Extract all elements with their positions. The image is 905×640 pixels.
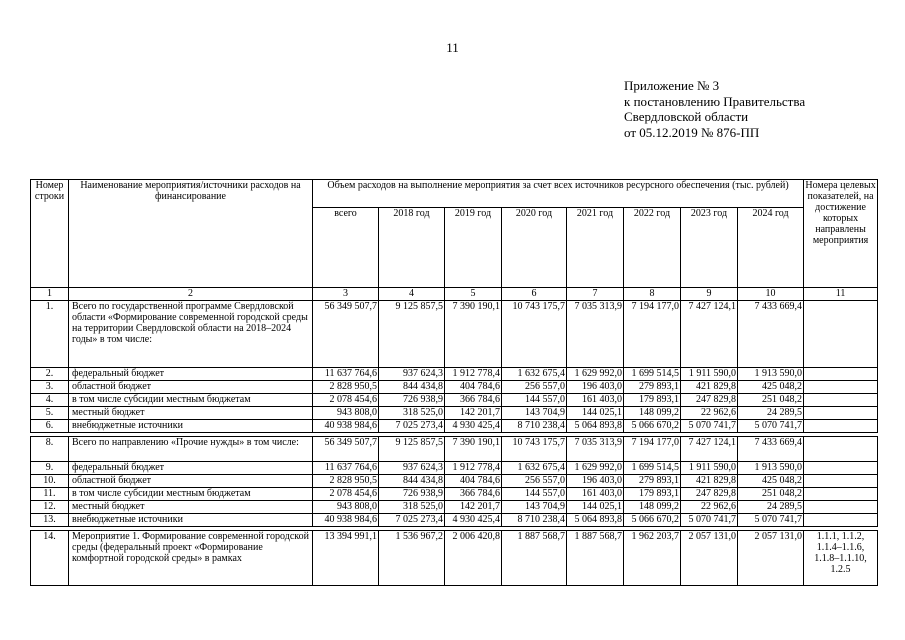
y2021-cell: 1 887 568,7 (567, 531, 624, 586)
y2021-cell: 144 025,1 (567, 501, 624, 514)
total-cell: 11 637 764,6 (313, 368, 379, 381)
y2021-cell: 7 035 313,9 (567, 437, 624, 462)
y2018-cell: 726 938,9 (379, 394, 445, 407)
y2023-cell: 1 911 590,0 (681, 368, 738, 381)
y2022-cell: 279 893,1 (624, 475, 681, 488)
total-cell: 2 828 950,5 (313, 381, 379, 394)
appendix-region: Свердловской области (624, 109, 749, 124)
row-number-cell: 5. (31, 407, 69, 420)
table-row (31, 488, 878, 501)
y2024-cell: 24 289,5 (738, 501, 804, 514)
y2023-cell: 247 829,8 (681, 488, 738, 501)
total-cell: 40 938 984,6 (313, 514, 379, 527)
col-number: 3 (313, 288, 379, 301)
y2022-cell: 7 194 177,0 (624, 437, 681, 462)
y2018-cell: 844 434,8 (379, 475, 445, 488)
total-cell: 11 637 764,6 (313, 462, 379, 475)
targets-cell (804, 394, 878, 407)
y2020-cell: 10 743 175,7 (502, 301, 567, 368)
y2024-cell: 425 048,2 (738, 381, 804, 394)
table-row (31, 407, 878, 420)
row-name-cell: Всего по направлению «Прочие нужды» в том числе: (69, 437, 313, 462)
appendix-date: от 05.12.2019 № 876-ПП (624, 124, 760, 140)
col-number: 10 (738, 288, 804, 301)
y2022-cell: 179 893,1 (624, 394, 681, 407)
y2021-cell: 5 064 893,8 (567, 420, 624, 433)
y2020-cell: 8 710 238,4 (502, 420, 567, 433)
targets-cell (804, 488, 878, 501)
y2021-cell: 7 035 313,9 (567, 301, 624, 368)
header-total: всего (313, 208, 379, 288)
y2022-cell: 148 099,2 (624, 501, 681, 514)
y2022-cell: 279 893,1 (624, 381, 681, 394)
header-2022: 2022 год (624, 208, 681, 288)
row-name-cell: областной бюджет (69, 381, 313, 394)
row-name-cell: в том числе субсидии местным бюджетам (69, 488, 313, 501)
row-number-cell: 1. (31, 301, 69, 368)
y2021-cell: 1 629 992,0 (567, 462, 624, 475)
row-number-cell: 10. (31, 475, 69, 488)
row-name-cell: местный бюджет (69, 407, 313, 420)
y2024-cell: 425 048,2 (738, 475, 804, 488)
targets-cell (804, 501, 878, 514)
y2021-cell: 161 403,0 (567, 394, 624, 407)
y2023-cell: 7 427 124,1 (681, 301, 738, 368)
total-cell: 56 349 507,7 (313, 301, 379, 368)
y2019-cell: 2 006 420,8 (445, 531, 502, 586)
y2018-cell: 1 536 967,2 (379, 531, 445, 586)
total-cell: 943 808,0 (313, 407, 379, 420)
y2022-cell: 1 962 203,7 (624, 531, 681, 586)
y2022-cell: 1 699 514,5 (624, 368, 681, 381)
row-name-cell: Мероприятие 1. Формирование современной городской среды (федеральный проект «Формирование комфортной городской среды» в рамках (69, 531, 313, 586)
y2022-cell: 7 194 177,0 (624, 301, 681, 368)
header-2020: 2020 год (502, 208, 567, 288)
table-row (31, 514, 878, 527)
y2023-cell: 22 962,6 (681, 501, 738, 514)
targets-cell (804, 407, 878, 420)
header-volume: Объем расходов на выполнение мероприятия за счет всех источников ресурсного обеспечения (тыс. рублей) (313, 180, 804, 208)
y2018-cell: 844 434,8 (379, 381, 445, 394)
y2021-cell: 1 629 992,0 (567, 368, 624, 381)
table-row (31, 501, 878, 514)
y2021-cell: 196 403,0 (567, 381, 624, 394)
y2019-cell: 4 930 425,4 (445, 514, 502, 527)
total-cell: 2 078 454,6 (313, 394, 379, 407)
row-number-cell: 6. (31, 420, 69, 433)
y2020-cell: 10 743 175,7 (502, 437, 567, 462)
y2024-cell: 1 913 590,0 (738, 462, 804, 475)
row-number-cell: 12. (31, 501, 69, 514)
row-number-cell: 8. (31, 437, 69, 462)
targets-cell (804, 462, 878, 475)
col-number: 7 (567, 288, 624, 301)
table-row (31, 462, 878, 475)
y2021-cell: 196 403,0 (567, 475, 624, 488)
y2020-cell: 256 557,0 (502, 381, 567, 394)
y2023-cell: 22 962,6 (681, 407, 738, 420)
col-number: 6 (502, 288, 567, 301)
y2024-cell: 7 433 669,4 (738, 301, 804, 368)
y2023-cell: 7 427 124,1 (681, 437, 738, 462)
y2024-cell: 251 048,2 (738, 394, 804, 407)
table-row (31, 301, 878, 368)
y2018-cell: 318 525,0 (379, 407, 445, 420)
row-number-cell: 13. (31, 514, 69, 527)
y2023-cell: 421 829,8 (681, 475, 738, 488)
total-cell: 2 078 454,6 (313, 488, 379, 501)
y2021-cell: 161 403,0 (567, 488, 624, 501)
row-number-cell: 11. (31, 488, 69, 501)
y2021-cell: 5 064 893,8 (567, 514, 624, 527)
y2019-cell: 142 201,7 (445, 501, 502, 514)
y2020-cell: 143 704,9 (502, 501, 567, 514)
header-2018: 2018 год (379, 208, 445, 288)
y2020-cell: 143 704,9 (502, 407, 567, 420)
total-cell: 943 808,0 (313, 501, 379, 514)
row-name-cell: внебюджетные источники (69, 420, 313, 433)
row-name-cell: в том числе субсидии местным бюджетам (69, 394, 313, 407)
y2019-cell: 1 912 778,4 (445, 368, 502, 381)
y2024-cell: 7 433 669,4 (738, 437, 804, 462)
col-number: 1 (31, 288, 69, 301)
col-number: 5 (445, 288, 502, 301)
row-name-cell: федеральный бюджет (69, 368, 313, 381)
y2019-cell: 7 390 190,1 (445, 437, 502, 462)
row-number-cell: 2. (31, 368, 69, 381)
column-number-row (31, 288, 878, 301)
y2018-cell: 318 525,0 (379, 501, 445, 514)
header-2023: 2023 год (681, 208, 738, 288)
y2018-cell: 7 025 273,4 (379, 514, 445, 527)
y2024-cell: 2 057 131,0 (738, 531, 804, 586)
y2022-cell: 179 893,1 (624, 488, 681, 501)
y2020-cell: 1 632 675,4 (502, 368, 567, 381)
appendix-header (624, 78, 805, 140)
y2023-cell: 247 829,8 (681, 394, 738, 407)
table-row (31, 381, 878, 394)
total-cell: 2 828 950,5 (313, 475, 379, 488)
y2023-cell: 421 829,8 (681, 381, 738, 394)
y2020-cell: 256 557,0 (502, 475, 567, 488)
row-name-cell: областной бюджет (69, 475, 313, 488)
row-name-cell: местный бюджет (69, 501, 313, 514)
targets-cell: 1.1.1, 1.1.2, 1.1.4–1.1.6, 1.1.8–1.1.10, 1.2.5 (804, 531, 878, 586)
total-cell: 40 938 984,6 (313, 420, 379, 433)
table-row (31, 475, 878, 488)
y2018-cell: 726 938,9 (379, 488, 445, 501)
y2019-cell: 404 784,6 (445, 475, 502, 488)
row-name-cell: федеральный бюджет (69, 462, 313, 475)
y2022-cell: 5 066 670,2 (624, 514, 681, 527)
y2019-cell: 1 912 778,4 (445, 462, 502, 475)
row-number-cell: 9. (31, 462, 69, 475)
row-number-cell: 3. (31, 381, 69, 394)
y2023-cell: 5 070 741,7 (681, 420, 738, 433)
y2020-cell: 1 632 675,4 (502, 462, 567, 475)
y2020-cell: 144 557,0 (502, 488, 567, 501)
appendix-title: Приложение № 3 (624, 78, 720, 93)
header-targets: Номера целевых показателей, на достижение которых направлены мероприятия (804, 180, 878, 288)
y2020-cell: 144 557,0 (502, 394, 567, 407)
header-2019: 2019 год (445, 208, 502, 288)
y2021-cell: 144 025,1 (567, 407, 624, 420)
y2024-cell: 1 913 590,0 (738, 368, 804, 381)
table-row (31, 531, 878, 586)
y2018-cell: 7 025 273,4 (379, 420, 445, 433)
targets-cell (804, 381, 878, 394)
y2022-cell: 148 099,2 (624, 407, 681, 420)
targets-cell (804, 420, 878, 433)
expenditure-table (30, 179, 878, 586)
page-number: 11 (446, 40, 459, 55)
row-name-cell: Всего по государственной программе Свердловской области «Формирование современной городской среды на территории Свердловской области на 2018–2024 годы» в том числе: (69, 301, 313, 368)
y2024-cell: 5 070 741,7 (738, 514, 804, 527)
row-number-cell: 4. (31, 394, 69, 407)
appendix-resolution: к постановлению Правительства (624, 93, 806, 109)
col-number: 9 (681, 288, 738, 301)
y2024-cell: 24 289,5 (738, 407, 804, 420)
col-number: 2 (69, 288, 313, 301)
col-number: 4 (379, 288, 445, 301)
table-row (31, 437, 878, 462)
y2023-cell: 2 057 131,0 (681, 531, 738, 586)
y2019-cell: 366 784,6 (445, 488, 502, 501)
y2018-cell: 9 125 857,5 (379, 301, 445, 368)
total-cell: 13 394 991,1 (313, 531, 379, 586)
targets-cell (804, 437, 878, 462)
row-number-cell: 14. (31, 531, 69, 586)
table-row (31, 368, 878, 381)
y2019-cell: 142 201,7 (445, 407, 502, 420)
y2022-cell: 1 699 514,5 (624, 462, 681, 475)
y2018-cell: 937 624,3 (379, 462, 445, 475)
targets-cell (804, 301, 878, 368)
y2018-cell: 9 125 857,5 (379, 437, 445, 462)
row-name-cell: внебюджетные источники (69, 514, 313, 527)
y2018-cell: 937 624,3 (379, 368, 445, 381)
y2019-cell: 7 390 190,1 (445, 301, 502, 368)
header-2024: 2024 год (738, 208, 804, 288)
y2020-cell: 1 887 568,7 (502, 531, 567, 586)
table-row (31, 420, 878, 433)
header-name: Наименование мероприятия/источники расходов на финансирование (69, 180, 313, 288)
total-cell: 56 349 507,7 (313, 437, 379, 462)
table-row (31, 394, 878, 407)
y2024-cell: 5 070 741,7 (738, 420, 804, 433)
y2019-cell: 366 784,6 (445, 394, 502, 407)
header-2021: 2021 год (567, 208, 624, 288)
y2019-cell: 4 930 425,4 (445, 420, 502, 433)
targets-cell (804, 514, 878, 527)
targets-cell (804, 475, 878, 488)
y2023-cell: 1 911 590,0 (681, 462, 738, 475)
col-number: 8 (624, 288, 681, 301)
targets-cell (804, 368, 878, 381)
col-number: 11 (804, 288, 878, 301)
y2023-cell: 5 070 741,7 (681, 514, 738, 527)
y2024-cell: 251 048,2 (738, 488, 804, 501)
y2022-cell: 5 066 670,2 (624, 420, 681, 433)
y2019-cell: 404 784,6 (445, 381, 502, 394)
header-row-number: Номер строки (31, 180, 69, 288)
y2020-cell: 8 710 238,4 (502, 514, 567, 527)
